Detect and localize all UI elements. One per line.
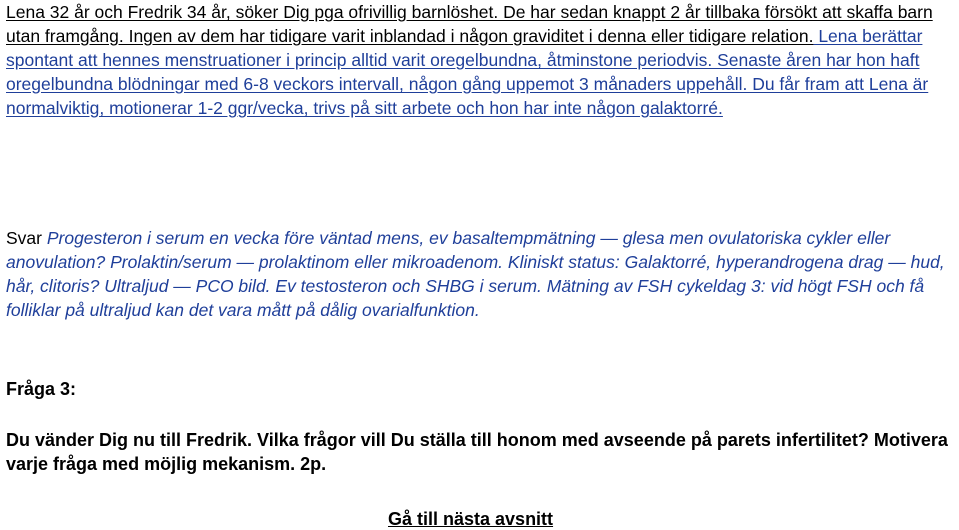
case-text-part-2: Lena berättar spontant att hennes menstruationer i princip alltid varit oregelbundna, åtminstone periodvis. Senaste åren har hon haft oregelbundna blödningar med 6-8 veckors intervall, någon gång uppemot 3 månaders uppehåll. Du får fram att Lena är normalviktig, motionerar 1-2 ggr/vecka, trivs på sitt arbete och hon har inte någon galaktorré. (6, 26, 929, 118)
answer-section (6, 226, 954, 322)
case-description (6, 0, 954, 120)
answer-text: Progesteron i serum en vecka före väntad mens, ev basaltempmätning — glesa men ovulatoriska cykler eller anovulation? Prolaktin/serum — prolaktinom eller mikroadenom. Kliniskt status: Galaktorré, hyperandrogena drag — hud, hår, clitoris? Ultraljud — PCO bild. Ev testosteron och SHBG i serum. Mätning av FSH cykeldag 3: vid högt FSH och få folliklar på ultraljud kan det vara mått på dålig ovarialfunktion. (6, 228, 945, 320)
answer-label: Svar (6, 228, 42, 248)
question-text: Du vänder Dig nu till Fredrik. Vilka frågor vill Du ställa till honom med avseende på parets infertilitet? Motivera varje fråga med möjlig mekanism. 2p. (6, 430, 948, 474)
next-section-link[interactable]: Gå till nästa avsnitt (388, 509, 554, 529)
question-title: Fråga 3: (6, 379, 77, 399)
case-text-part-1: Lena 32 år och Fredrik 34 år, söker Dig pga ofrivillig barnlöshet. De har sedan knappt 2 år tillbaka försökt att skaffa barn utan framgång. Ingen av dem har tidigare varit inblandad i någon graviditet i denna eller tidigare relation. (6, 2, 933, 46)
